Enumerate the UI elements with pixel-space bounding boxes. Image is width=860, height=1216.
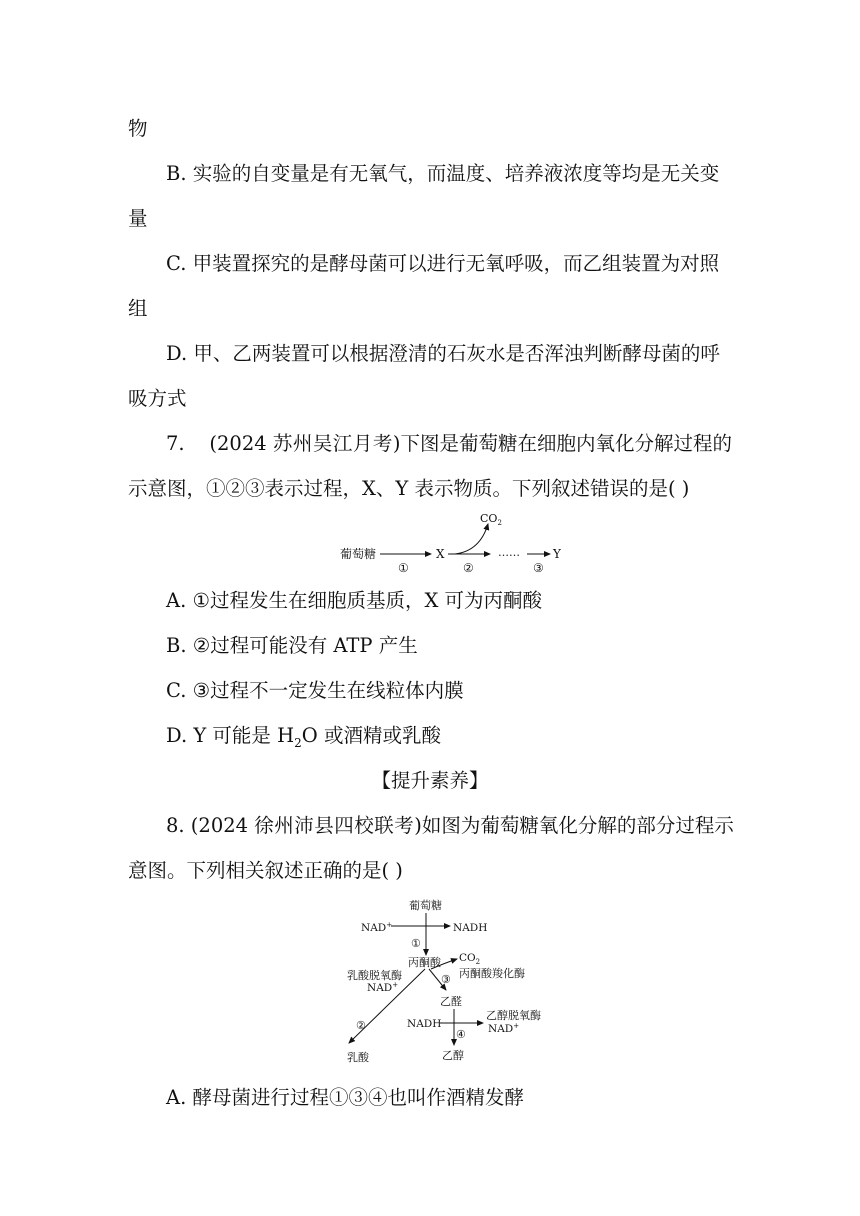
question-number: 8. (2024 bbox=[166, 814, 255, 837]
glucose-label: 葡萄糖 bbox=[409, 899, 442, 912]
glucose-label: 葡萄糖 bbox=[340, 547, 377, 561]
co2-label: $CO_2$ bbox=[459, 952, 481, 966]
text-line: 物 bbox=[128, 117, 148, 140]
glucose-oxidation-diagram bbox=[330, 506, 570, 576]
text-line: 吸方式 bbox=[128, 387, 187, 410]
option-c-line: C. 甲装置探究的是酵母菌可以进行无氧呼吸，而乙组装置为对照 bbox=[166, 252, 720, 275]
text-line: 量 bbox=[128, 207, 148, 230]
option-a: A. 酵母菌进行过程①③④也叫作酒精发酵 bbox=[166, 1086, 524, 1109]
section-title: 【提升素养】 bbox=[371, 769, 489, 792]
pyruvate-label: 丙酮酸 bbox=[408, 956, 441, 969]
step-1-label: ① bbox=[398, 561, 409, 575]
subscript: 2 bbox=[294, 735, 302, 750]
lactate-label: 乳酸 bbox=[347, 1051, 369, 1064]
ldh-nad-label: NAD+ bbox=[367, 981, 399, 994]
step-4-label: ④ bbox=[456, 1028, 466, 1041]
ethanol-label: 乙醇 bbox=[442, 1049, 464, 1062]
question-source: 徐州沛县四校联考 bbox=[254, 814, 415, 837]
x-label: X bbox=[436, 547, 445, 561]
option-d-text: O 或酒精或乳酸 bbox=[301, 724, 441, 747]
co2-branch-arrow bbox=[455, 524, 488, 554]
step-3-label: ③ bbox=[441, 973, 451, 986]
option-d-text: D. Y 可能是 H bbox=[166, 724, 295, 747]
step-2-label: ② bbox=[356, 1019, 366, 1032]
adh-nad-label: NAD+ bbox=[488, 1022, 520, 1035]
dots-label: …… bbox=[498, 546, 520, 559]
question-source-open: (2024 bbox=[209, 432, 273, 455]
step-3-label: ③ bbox=[533, 561, 544, 575]
question-stem: )如图为葡萄糖氧化分解的部分过程示 bbox=[414, 814, 734, 837]
glucose-oxidation-pathway-diagram bbox=[345, 895, 575, 1065]
step-1-label: ① bbox=[411, 937, 421, 950]
option-b-line: B. 实验的自变量是有无氧气，而温度、培养液浓度等均是无关变 bbox=[166, 162, 720, 185]
question-7-stem bbox=[166, 431, 732, 457]
question-source: 苏州吴江月考 bbox=[272, 432, 393, 455]
acetaldehyde-label: 乙醛 bbox=[440, 995, 462, 1008]
lactate-dehydrogenase-label: 乳酸脱氧酶 bbox=[347, 969, 402, 982]
pyruvate-decarboxylase-label: 丙酮酸羧化酶 bbox=[459, 967, 525, 980]
nadh-2-label: NADH bbox=[407, 1018, 442, 1030]
question-stem: )下图是葡萄糖在细胞内氧化分解过程的 bbox=[392, 432, 732, 455]
y-label: Y bbox=[553, 547, 561, 561]
option-b: B. ②过程可能没有 ATP 产生 bbox=[166, 634, 418, 657]
nad-plus-label: NAD+ bbox=[361, 921, 393, 934]
option-d-line: D. 甲、乙两装置可以根据澄清的石灰水是否浑浊判断酵母菌的呼 bbox=[166, 342, 720, 365]
question-8-stem bbox=[166, 813, 734, 839]
step-2-label: ② bbox=[463, 561, 474, 575]
question-number: 7. bbox=[166, 432, 185, 455]
option-d bbox=[166, 723, 441, 756]
nadh-label: NADH bbox=[453, 922, 488, 934]
alcohol-dehydrogenase-label: 乙醇脱氧酶 bbox=[486, 1009, 541, 1022]
question-7-stem-2: 示意图，①②③表示过程，X、Y 表示物质。下列叙述错误的是( ) bbox=[128, 477, 690, 500]
question-8-stem-2: 意图。下列相关叙述正确的是( ) bbox=[128, 859, 403, 882]
option-a: A. ①过程发生在细胞质基质，X 可为丙酮酸 bbox=[166, 589, 543, 612]
co2-label: $CO_2$ bbox=[480, 512, 502, 527]
option-c: C. ③过程不一定发生在线粒体内膜 bbox=[166, 679, 464, 702]
text-line: 组 bbox=[128, 297, 148, 320]
